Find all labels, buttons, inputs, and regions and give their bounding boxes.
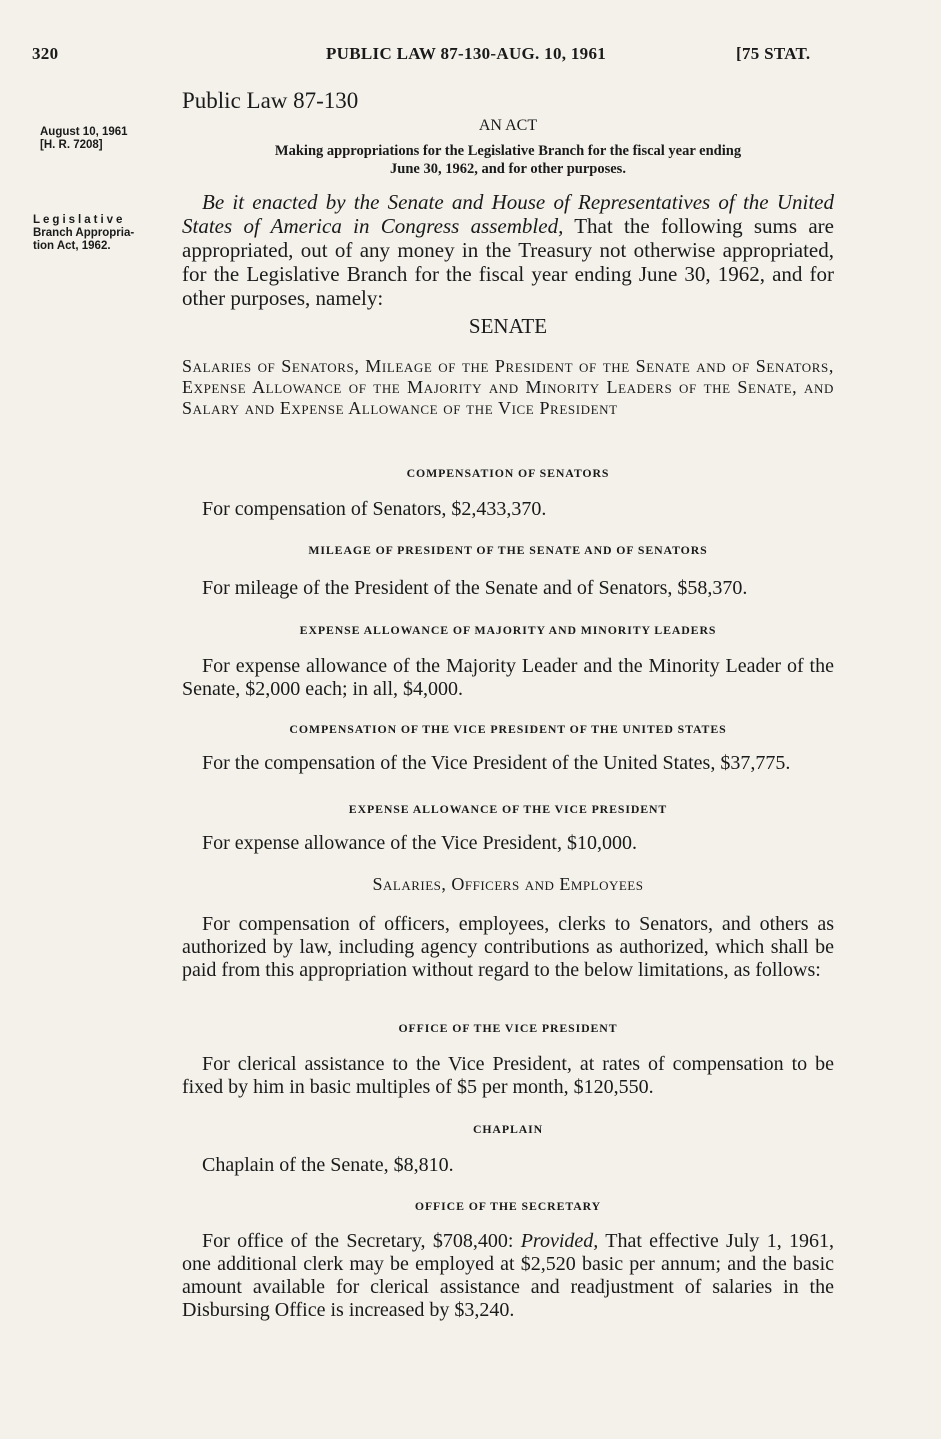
chaplain-heading: CHAPLAIN [472, 1122, 544, 1136]
section-text-body: For expense allowance of the Majority Leader and the Minority Leader of the Senate, $2,000 each; in all, $4,000. [182, 655, 834, 700]
act-title-line2: June 30, 1962, and for other purposes. [390, 161, 626, 177]
senate-salaries-heading: Salaries of Senators, Mileage of the President of the Senate and of Senators, Expense Allowance of the Majority and Minority Leaders of the Senate, and Salary and Expense Allowance of the Vice President [182, 356, 834, 418]
section-text: For compensation of Senators, $2,433,370. [202, 498, 547, 520]
running-title: PUBLIC LAW 87-130-AUG. 10, 1961 [326, 44, 607, 63]
an-act-heading: AN ACT [478, 117, 538, 134]
act-title-line1: Making appropriations for the Legislative Branch for the fiscal year ending [274, 143, 742, 159]
margin-date-note [40, 126, 190, 152]
margin-bill: [H. R. 7208] [40, 139, 103, 151]
section-heading: EXPENSE ALLOWANCE OF THE VICE PRESIDENT [348, 802, 668, 816]
margin-note-line1: Legislative [33, 214, 126, 226]
enacting-clause [182, 190, 834, 310]
enacting-italic-1: Be it enacted by the Senate and House of Representatives of the [202, 190, 769, 214]
margin-date: August 10, 1961 [40, 126, 128, 138]
officers-text-body: For compensation of officers, employees, clerks to Senators, and others as authorized by law, including agency contributions as authorized, which shall be paid from this appropriation without regard to the below limitations, as follows: [182, 913, 834, 981]
officers-text [182, 913, 834, 982]
secretary-text [182, 1230, 834, 1322]
margin-note-line2: Branch Appropria- [33, 227, 135, 239]
section-text: For expense allowance of the Vice President, $10,000. [202, 832, 637, 854]
senate-heading: SENATE [468, 314, 548, 338]
enacting-italic-2: United States of America in Congress assembled, [182, 190, 834, 238]
secretary-text-rest: That effective July 1, 1961, one additional clerk may be employed at $2,520 basic per annum; and the basic amount available for clerical assistance and readjustment of salaries in the Disbursing Office is increased by $3,240. [182, 1230, 834, 1321]
section-text [182, 752, 834, 775]
officers-heading: Salaries, Officers and Employees [372, 874, 644, 894]
vp-office-heading: OFFICE OF THE VICE PRESIDENT [398, 1021, 618, 1035]
section-text [182, 655, 834, 701]
secretary-text-start: For office of the Secretary, $708,400: [202, 1230, 514, 1252]
margin-act-note [33, 214, 183, 253]
chaplain-text: Chaplain of the Senate, $8,810. [202, 1154, 454, 1176]
secretary-provided: Provided, [520, 1230, 599, 1252]
secretary-heading: OFFICE OF THE SECRETARY [414, 1199, 602, 1213]
section-heading: COMPENSATION OF THE VICE PRESIDENT OF THE UNITED STATES [289, 722, 727, 736]
vp-office-text [182, 1053, 834, 1099]
page-number: 320 [32, 44, 59, 63]
section-heading: EXPENSE ALLOWANCE OF MAJORITY AND MINORITY LEADERS [299, 623, 717, 637]
act-title [182, 142, 834, 178]
margin-note-line3: tion Act, 1962. [33, 240, 111, 252]
enacting-text: That the following sums are appropriated, out of any money in the Treasury not otherwise appropriated, for the Legislative Branch for the fiscal year ending June 30, 1962, and for other purposes, namely: [182, 214, 834, 310]
vp-office-text-body: For clerical assistance to the Vice President, at rates of compensation to be fixed by him in basic multiples of $5 per month, $120,550. [182, 1053, 834, 1098]
volume-reference: [75 STAT. [736, 44, 811, 63]
public-law-number: Public Law 87-130 [182, 88, 359, 113]
section-text-body: For the compensation of the Vice President of the United States, $37,775. [202, 752, 791, 774]
section-heading: MILEAGE OF PRESIDENT OF THE SENATE AND OF SENATORS [308, 543, 708, 557]
section-text: For mileage of the President of the Senate and of Senators, $58,370. [202, 577, 748, 599]
section-heading: COMPENSATION OF SENATORS [406, 466, 610, 480]
